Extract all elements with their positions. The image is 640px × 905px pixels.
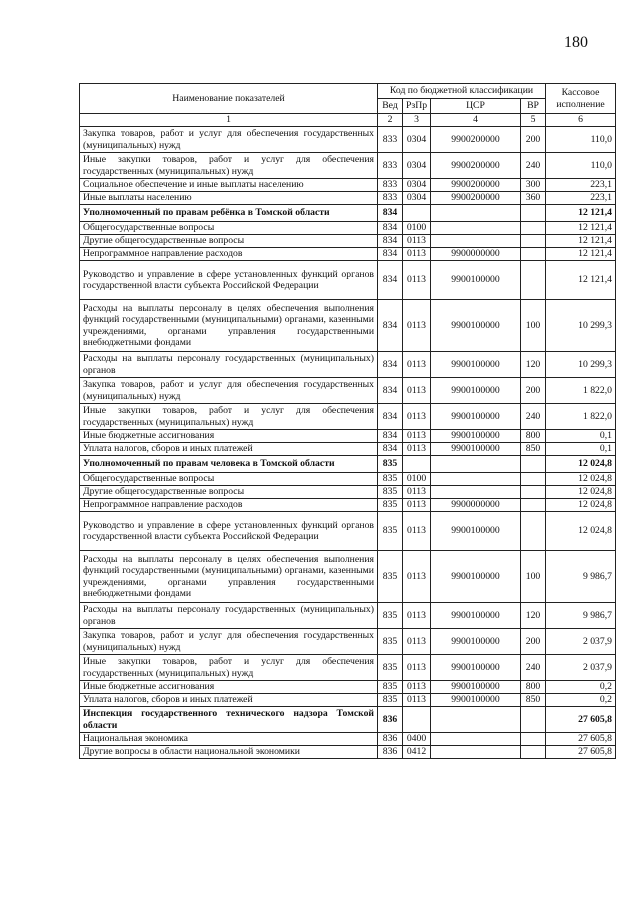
- row-vr-cell: [521, 707, 546, 733]
- table-row: [80, 733, 616, 746]
- row-csr-cell: 9900000000: [431, 248, 521, 261]
- row-name-cell: Расходы на выплаты персоналу государственных (муниципальных) органов: [80, 603, 378, 629]
- row-vr-cell: [521, 261, 546, 300]
- row-vr-cell: [521, 733, 546, 746]
- row-sum-cell: 1 822,0: [546, 378, 616, 404]
- row-vr-cell: 200: [521, 127, 546, 153]
- row-name-cell: Уплата налогов, сборов и иных платежей: [80, 443, 378, 456]
- table-row: [80, 456, 616, 473]
- table-row: [80, 261, 616, 300]
- row-vr-cell: [521, 746, 546, 759]
- row-rzpr-cell: 0113: [403, 404, 431, 430]
- row-sum-cell: 223,1: [546, 179, 616, 192]
- row-sum-cell: 0,2: [546, 694, 616, 707]
- row-rzpr-cell: 0412: [403, 746, 431, 759]
- row-sum-cell: 12 121,4: [546, 205, 616, 222]
- row-sum-cell: 9 986,7: [546, 603, 616, 629]
- header-ved: Вед: [378, 99, 403, 114]
- row-sum-cell: 12 024,8: [546, 486, 616, 499]
- row-csr-cell: 9900100000: [431, 352, 521, 378]
- table-row: [80, 378, 616, 404]
- row-rzpr-cell: 0113: [403, 352, 431, 378]
- row-ved-cell: 836: [378, 707, 403, 733]
- row-ved-cell: 833: [378, 192, 403, 205]
- row-rzpr-cell: 0113: [403, 655, 431, 681]
- row-rzpr-cell: 0304: [403, 179, 431, 192]
- row-sum-cell: 12 024,8: [546, 512, 616, 551]
- row-csr-cell: [431, 707, 521, 733]
- table-row: [80, 235, 616, 248]
- header-name: Наименование показателей: [80, 84, 378, 114]
- row-csr-cell: 9900100000: [431, 378, 521, 404]
- table-row: [80, 192, 616, 205]
- row-ved-cell: 835: [378, 629, 403, 655]
- row-csr-cell: 9900100000: [431, 655, 521, 681]
- table-row: [80, 404, 616, 430]
- table-row: [80, 153, 616, 179]
- table-row: [80, 603, 616, 629]
- row-csr-cell: [431, 733, 521, 746]
- row-sum-cell: 12 024,8: [546, 456, 616, 473]
- header-vr: ВР: [521, 99, 546, 114]
- row-ved-cell: 834: [378, 300, 403, 352]
- row-rzpr-cell: 0113: [403, 512, 431, 551]
- row-ved-cell: 834: [378, 352, 403, 378]
- row-name-cell: Иные бюджетные ассигнования: [80, 681, 378, 694]
- row-csr-cell: 9900100000: [431, 694, 521, 707]
- row-ved-cell: 834: [378, 261, 403, 300]
- table-row: [80, 205, 616, 222]
- table-row: [80, 222, 616, 235]
- row-sum-cell: 12 024,8: [546, 499, 616, 512]
- row-sum-cell: 110,0: [546, 127, 616, 153]
- row-name-cell: Иные выплаты населению: [80, 192, 378, 205]
- row-vr-cell: 360: [521, 192, 546, 205]
- row-sum-cell: 0,1: [546, 443, 616, 456]
- row-sum-cell: 110,0: [546, 153, 616, 179]
- header-csr: ЦСР: [431, 99, 521, 114]
- row-name-cell: Национальная экономика: [80, 733, 378, 746]
- row-sum-cell: 12 121,4: [546, 222, 616, 235]
- row-vr-cell: 300: [521, 179, 546, 192]
- row-rzpr-cell: 0100: [403, 222, 431, 235]
- row-rzpr-cell: 0113: [403, 248, 431, 261]
- row-vr-cell: 100: [521, 300, 546, 352]
- row-ved-cell: 834: [378, 222, 403, 235]
- row-csr-cell: 9900100000: [431, 512, 521, 551]
- row-ved-cell: 835: [378, 694, 403, 707]
- row-ved-cell: 834: [378, 404, 403, 430]
- row-rzpr-cell: 0304: [403, 127, 431, 153]
- row-rzpr-cell: 0113: [403, 694, 431, 707]
- row-name-cell: Закупка товаров, работ и услуг для обеспечения государственных (муниципальных) нужд: [80, 127, 378, 153]
- row-sum-cell: 27 605,8: [546, 733, 616, 746]
- row-name-cell: Расходы на выплаты персоналу в целях обеспечения выполнения функций государственными (муниципальными) органами, казенными учреждениями, органами управления государственными внебюджетными фондами: [80, 551, 378, 603]
- table-row: [80, 499, 616, 512]
- row-ved-cell: 835: [378, 473, 403, 486]
- row-rzpr-cell: [403, 707, 431, 733]
- header-cash: Кассовое исполнение: [546, 84, 616, 114]
- row-vr-cell: 100: [521, 551, 546, 603]
- budget-table: [79, 83, 616, 759]
- row-csr-cell: 9900200000: [431, 179, 521, 192]
- table-row: [80, 486, 616, 499]
- row-csr-cell: 9900100000: [431, 551, 521, 603]
- table-row: [80, 629, 616, 655]
- row-sum-cell: 10 299,3: [546, 300, 616, 352]
- row-sum-cell: 12 121,4: [546, 235, 616, 248]
- header-col-number: 3: [403, 114, 431, 127]
- row-csr-cell: 9900100000: [431, 404, 521, 430]
- row-vr-cell: 120: [521, 603, 546, 629]
- row-csr-cell: [431, 205, 521, 222]
- row-rzpr-cell: [403, 205, 431, 222]
- row-ved-cell: 834: [378, 430, 403, 443]
- header-code-group: Код по бюджетной классификации: [378, 84, 546, 99]
- table-row: [80, 430, 616, 443]
- row-sum-cell: 0,1: [546, 430, 616, 443]
- table-row: [80, 694, 616, 707]
- table-row: [80, 248, 616, 261]
- row-vr-cell: [521, 222, 546, 235]
- row-sum-cell: 0,2: [546, 681, 616, 694]
- row-name-cell: Непрограммное направление расходов: [80, 499, 378, 512]
- row-rzpr-cell: 0113: [403, 629, 431, 655]
- row-vr-cell: 120: [521, 352, 546, 378]
- row-name-cell: Иные бюджетные ассигнования: [80, 430, 378, 443]
- row-csr-cell: 9900100000: [431, 261, 521, 300]
- row-vr-cell: 850: [521, 443, 546, 456]
- row-name-cell: Расходы на выплаты персоналу в целях обеспечения выполнения функций государственными (муниципальными) органами, казенными учреждениями, органами управления государственными внебюджетными фондами: [80, 300, 378, 352]
- row-rzpr-cell: 0113: [403, 443, 431, 456]
- row-ved-cell: 835: [378, 551, 403, 603]
- table-row: [80, 473, 616, 486]
- header-col-number: 1: [80, 114, 378, 127]
- table-row: [80, 443, 616, 456]
- row-name-cell: Уплата налогов, сборов и иных платежей: [80, 694, 378, 707]
- header-col-number: 2: [378, 114, 403, 127]
- header-col-number: 5: [521, 114, 546, 127]
- row-vr-cell: [521, 512, 546, 551]
- row-vr-cell: 240: [521, 655, 546, 681]
- row-name-cell: Закупка товаров, работ и услуг для обеспечения государственных (муниципальных) нужд: [80, 378, 378, 404]
- table-row: [80, 681, 616, 694]
- row-ved-cell: 834: [378, 248, 403, 261]
- row-csr-cell: 9900200000: [431, 192, 521, 205]
- row-sum-cell: 12 024,8: [546, 473, 616, 486]
- row-vr-cell: 850: [521, 694, 546, 707]
- table-row: [80, 352, 616, 378]
- table-row: [80, 707, 616, 733]
- row-rzpr-cell: [403, 456, 431, 473]
- row-name-cell: Другие вопросы в области национальной экономики: [80, 746, 378, 759]
- row-vr-cell: [521, 473, 546, 486]
- row-vr-cell: 240: [521, 153, 546, 179]
- row-rzpr-cell: 0113: [403, 486, 431, 499]
- row-vr-cell: [521, 248, 546, 261]
- row-ved-cell: 834: [378, 443, 403, 456]
- row-ved-cell: 835: [378, 456, 403, 473]
- table-row: [80, 179, 616, 192]
- row-ved-cell: 836: [378, 746, 403, 759]
- row-csr-cell: 9900200000: [431, 127, 521, 153]
- row-rzpr-cell: 0400: [403, 733, 431, 746]
- row-csr-cell: 9900100000: [431, 300, 521, 352]
- row-vr-cell: [521, 499, 546, 512]
- row-csr-cell: 9900100000: [431, 681, 521, 694]
- row-rzpr-cell: 0113: [403, 261, 431, 300]
- row-sum-cell: 223,1: [546, 192, 616, 205]
- table-row: [80, 551, 616, 603]
- row-name-cell: Расходы на выплаты персоналу государственных (муниципальных) органов: [80, 352, 378, 378]
- row-csr-cell: [431, 235, 521, 248]
- row-rzpr-cell: 0100: [403, 473, 431, 486]
- row-csr-cell: 9900100000: [431, 443, 521, 456]
- row-ved-cell: 835: [378, 655, 403, 681]
- row-rzpr-cell: 0304: [403, 153, 431, 179]
- row-csr-cell: [431, 746, 521, 759]
- row-rzpr-cell: 0113: [403, 551, 431, 603]
- row-vr-cell: [521, 235, 546, 248]
- row-sum-cell: 27 605,8: [546, 746, 616, 759]
- row-csr-cell: [431, 456, 521, 473]
- row-sum-cell: 9 986,7: [546, 551, 616, 603]
- row-name-cell: Общегосударственные вопросы: [80, 473, 378, 486]
- header-col-number: 6: [546, 114, 616, 127]
- row-sum-cell: 2 037,9: [546, 629, 616, 655]
- row-csr-cell: 9900000000: [431, 499, 521, 512]
- row-name-cell: Руководство и управление в сфере установленных функций органов государственной власти субъекта Российской Федерации: [80, 512, 378, 551]
- row-rzpr-cell: 0113: [403, 300, 431, 352]
- row-sum-cell: 2 037,9: [546, 655, 616, 681]
- row-name-cell: Инспекция государственного технического надзора Томской области: [80, 707, 378, 733]
- row-sum-cell: 10 299,3: [546, 352, 616, 378]
- table-row: [80, 512, 616, 551]
- row-vr-cell: 200: [521, 378, 546, 404]
- row-rzpr-cell: 0113: [403, 235, 431, 248]
- row-name-cell: Уполномоченный по правам ребёнка в Томской области: [80, 205, 378, 222]
- row-ved-cell: 833: [378, 153, 403, 179]
- row-ved-cell: 835: [378, 681, 403, 694]
- row-sum-cell: 12 121,4: [546, 261, 616, 300]
- row-ved-cell: 836: [378, 733, 403, 746]
- row-vr-cell: 240: [521, 404, 546, 430]
- row-vr-cell: 200: [521, 629, 546, 655]
- table-body: [80, 127, 616, 759]
- row-csr-cell: 9900100000: [431, 430, 521, 443]
- row-ved-cell: 833: [378, 179, 403, 192]
- row-csr-cell: [431, 222, 521, 235]
- row-vr-cell: 800: [521, 430, 546, 443]
- header-col-number: 4: [431, 114, 521, 127]
- row-csr-cell: 9900100000: [431, 603, 521, 629]
- row-csr-cell: 9900100000: [431, 629, 521, 655]
- row-name-cell: Другие общегосударственные вопросы: [80, 486, 378, 499]
- row-ved-cell: 834: [378, 235, 403, 248]
- row-name-cell: Иные закупки товаров, работ и услуг для обеспечения государственных (муниципальных) нужд: [80, 153, 378, 179]
- row-name-cell: Непрограммное направление расходов: [80, 248, 378, 261]
- row-rzpr-cell: 0113: [403, 378, 431, 404]
- table-row: [80, 746, 616, 759]
- row-sum-cell: 12 121,4: [546, 248, 616, 261]
- row-name-cell: Иные закупки товаров, работ и услуг для обеспечения государственных (муниципальных) нужд: [80, 404, 378, 430]
- row-vr-cell: [521, 486, 546, 499]
- row-rzpr-cell: 0304: [403, 192, 431, 205]
- row-vr-cell: 800: [521, 681, 546, 694]
- row-ved-cell: 833: [378, 127, 403, 153]
- row-csr-cell: 9900200000: [431, 153, 521, 179]
- row-sum-cell: 27 605,8: [546, 707, 616, 733]
- page-number: 180: [564, 34, 588, 51]
- header-rzpr: РзПр: [403, 99, 431, 114]
- row-ved-cell: 835: [378, 512, 403, 551]
- row-name-cell: Иные закупки товаров, работ и услуг для обеспечения государственных (муниципальных) нужд: [80, 655, 378, 681]
- row-rzpr-cell: 0113: [403, 499, 431, 512]
- row-ved-cell: 834: [378, 205, 403, 222]
- row-name-cell: Другие общегосударственные вопросы: [80, 235, 378, 248]
- row-rzpr-cell: 0113: [403, 681, 431, 694]
- row-name-cell: Общегосударственные вопросы: [80, 222, 378, 235]
- row-ved-cell: 835: [378, 603, 403, 629]
- row-ved-cell: 835: [378, 486, 403, 499]
- row-csr-cell: [431, 486, 521, 499]
- row-rzpr-cell: 0113: [403, 430, 431, 443]
- row-name-cell: Закупка товаров, работ и услуг для обеспечения государственных (муниципальных) нужд: [80, 629, 378, 655]
- row-csr-cell: [431, 473, 521, 486]
- row-name-cell: Уполномоченный по правам человека в Томской области: [80, 456, 378, 473]
- row-vr-cell: [521, 205, 546, 222]
- table-row: [80, 655, 616, 681]
- row-ved-cell: 835: [378, 499, 403, 512]
- table-row: [80, 300, 616, 352]
- row-name-cell: Социальное обеспечение и иные выплаты населению: [80, 179, 378, 192]
- row-sum-cell: 1 822,0: [546, 404, 616, 430]
- row-vr-cell: [521, 456, 546, 473]
- row-ved-cell: 834: [378, 378, 403, 404]
- row-rzpr-cell: 0113: [403, 603, 431, 629]
- row-name-cell: Руководство и управление в сфере установленных функций органов государственной власти субъекта Российской Федерации: [80, 261, 378, 300]
- table-row: [80, 127, 616, 153]
